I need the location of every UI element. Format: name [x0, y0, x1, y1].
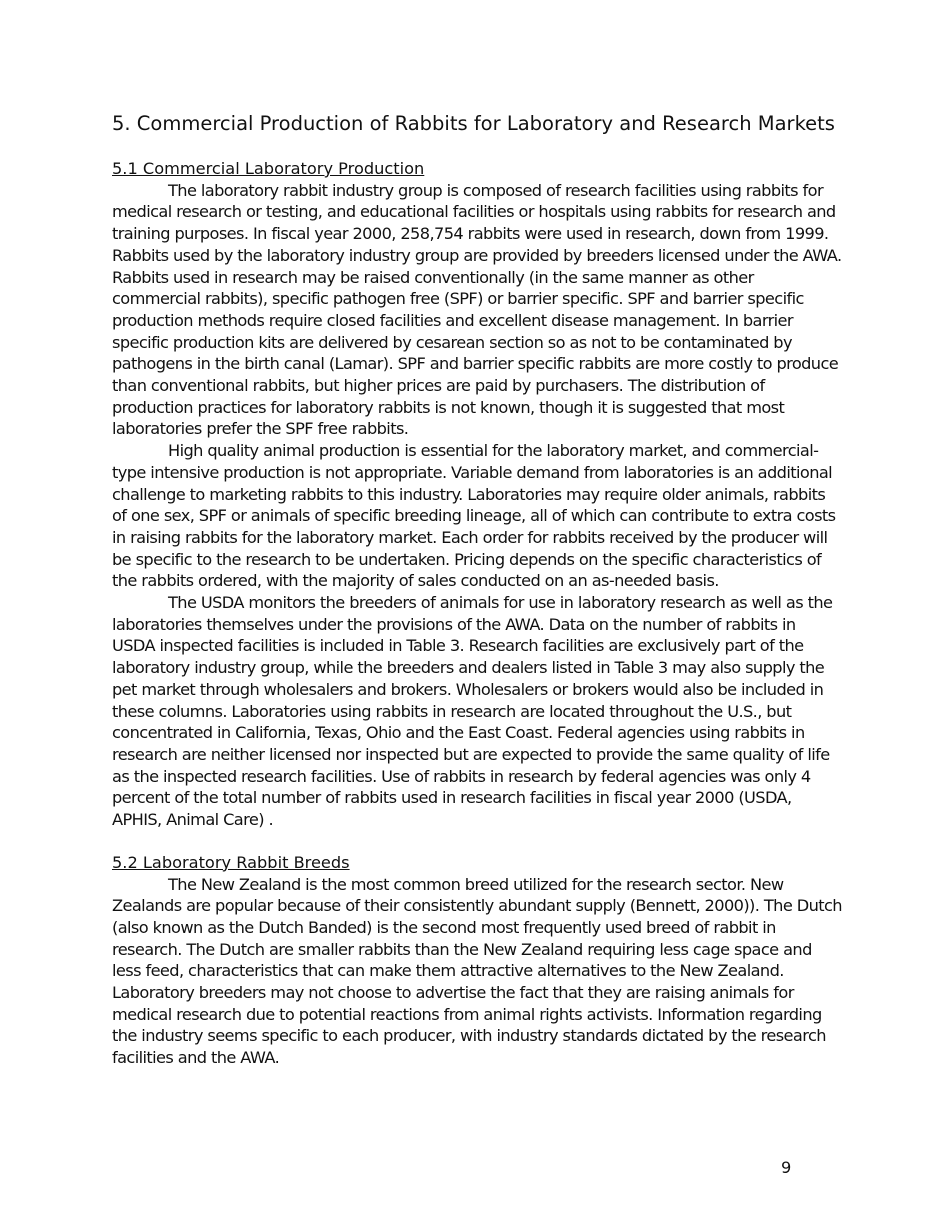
document-title: 5. Commercial Production of Rabbits for Laboratory and Research Markets — [112, 112, 835, 135]
page-number: 9 — [781, 1158, 792, 1177]
section-heading: 5.1 Commercial Laboratory Production — [112, 159, 425, 178]
section-laboratory-rabbit-breeds — [112, 852, 842, 1069]
section-commercial-laboratory-production — [112, 158, 842, 831]
document-page — [112, 110, 842, 1069]
section-spacer — [112, 831, 842, 852]
paragraph: The New Zealand is the most common breed utilized for the research sector. New Zealands are popular because of their consistently abundant supply (Bennett, 2000)). The Dutch (also known as the Dutch Banded) is the second most frequently used breed of rabbit in research. The Dutch are smaller rabbits than the New Zealand requiring less cage space and less feed, characteristics that can make them attractive alternatives to the New Zealand. Laboratory breeders may not choose to advertise the fact that they are raising animals for medical research due to potential reactions from animal rights activists. Information regarding the industry seems specific to each producer, with industry standards dictated by the research facilities and the AWA. — [112, 874, 842, 1068]
section-heading: 5.2 Laboratory Rabbit Breeds — [112, 852, 350, 872]
paragraph: The USDA monitors the breeders of animals for use in laboratory research as well as the laboratories themselves under the provisions of the AWA. Data on the number of rabbits in USDA inspected facilities is included in Table 3. Research facilities are exclusively part of the laboratory industry group, while the breeders and dealers listed in Table 3 may also supply the pet market through wholesalers and brokers. Wholesalers or brokers would also be included in these columns. Laboratories using rabbits in research are located throughout the U.S., but concentrated in California, Texas, Ohio and the East Coast. Federal agencies using rabbits in research are neither licensed nor inspected but are expected to provide the same quality of life as the inspected research facilities. Use of rabbits in research by federal agencies was only 4 percent of the total number of rabbits used in research facilities in fiscal year 2000 (USDA, APHIS, Animal Care) . — [112, 593, 833, 830]
paragraph: High quality animal production is essential for the laboratory market, and commercial-type intensive production is not appropriate. Variable demand from laboratories is an additional challenge to marketing rabbits to this industry. Laboratories may require older animals, rabbits of one sex, SPF or animals of specific breeding lineage, all of which can contribute to extra costs in raising rabbits for the laboratory market. Each order for rabbits received by the producer will be specific to the research to be undertaken. Pricing depends on the specific characteristics of the rabbits ordered, with the majority of sales conducted on an as-needed basis. — [112, 441, 836, 591]
paragraph: The laboratory rabbit industry group is composed of research facilities using rabbits for medical research or testing, and educational facilities or hospitals using rabbits for research and training purposes. In fiscal year 2000, 258,754 rabbits were used in research, down from 1999. Rabbits used by the laboratory industry group are provided by breeders licensed under the AWA. Rabbits used in research may be raised conventionally (in the same manner as other commercial rabbits), specific pathogen free (SPF) or barrier specific. SPF and barrier specific production methods require closed facilities and excellent disease management. In barrier specific production kits are delivered by cesarean section so as not to be contaminated by pathogens in the birth canal (Lamar). SPF and barrier specific rabbits are more costly to produce than conventional rabbits, but higher prices are paid by purchasers. The distribution of production practices for laboratory rabbits is not known, though it is suggested that most laboratories prefer the SPF free rabbits. — [112, 180, 842, 439]
